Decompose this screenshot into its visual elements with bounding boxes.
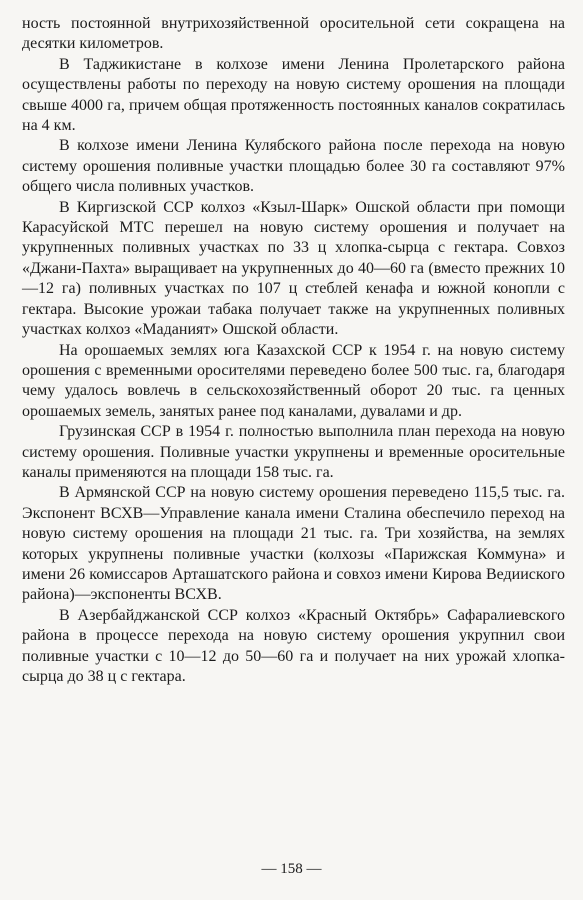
paragraph-tajikistan: В Таджикистане в колхозе имени Ленина Пролетарского района осуществлены работы по переходу на новую систему орошения на площади свыше 4000 га, причем общая протяженность постоянных каналов сократилась на 4 км.	[22, 55, 565, 135]
paragraph-georgia: Грузинская ССР в 1954 г. полностью выполнила план перехода на новую систему орошения. Поливные участки укрупнены и временные оросительные каналы применяются на площади 158 тыс. га.	[22, 423, 565, 481]
page-body	[22, 14, 565, 687]
paragraph-kulyab: В колхозе имени Ленина Кулябского района после перехода на новую систему орошения поливные участки площадью более 30 га составляют 97% общего числа поливных участков.	[22, 137, 565, 196]
paragraph-armenia: В Армянской ССР на новую систему орошения переведено 115,5 тыс. га. Экспонент ВСХВ—Управление канала имени Сталина обеспечило переход на новую систему орошения на площади 21 тыс. га. Три хозяйства, на землях которых укрупнены поливные участки (колхозы «Парижская Коммуна» и имени 26 комиссаров Арташатского района и совхоз имени Кирова Ведииского района)—экспоненты ВСХВ.	[22, 484, 565, 604]
paragraph-kirghiz: В Киргизской ССР колхоз «Кзыл-Шарк» Ошской области при помощи Карасуйской МТС перешел на новую систему орошения и получает на укрупненных поливных участках по 33 ц хлопка-сырца с гектара. Совхоз «Джани-Пахта» выращивает на укрупненных до 40—60 га (вместо прежних 10—12 га) поливных участках по 107 ц стеблей кенафа и южной конопли с гектара. Высокие урожаи табака получает также на укрупненных поливных участках колхоз «Маданият» Ошской области.	[22, 198, 565, 339]
paragraph-azerbaijan: В Азербайджанской ССР колхоз «Красный Октябрь» Сафаралиевского района в процессе перехода на новую систему орошения укрупнил свои поливные участки с 10—12 до 50—60 га и получает на них урожай хлопка-сырца до 38 ц с гектара.	[22, 606, 565, 685]
paragraph-continuation: ность постоянной внутрихозяйственной оросительной сети сокращена на десятки километров.	[22, 15, 565, 53]
paragraph-kazakh: На орошаемых землях юга Казахской ССР к 1954 г. на новую систему орошения с временными оросителями переведено более 500 тыс. га, благодаря чему удалось вовлечь в сельскохозяйственный оборот 20 тыс. га ценных орошаемых земель, занятых ранее под каналами, дувалами и др.	[22, 341, 565, 420]
page-number: — 158 —	[261, 861, 322, 877]
